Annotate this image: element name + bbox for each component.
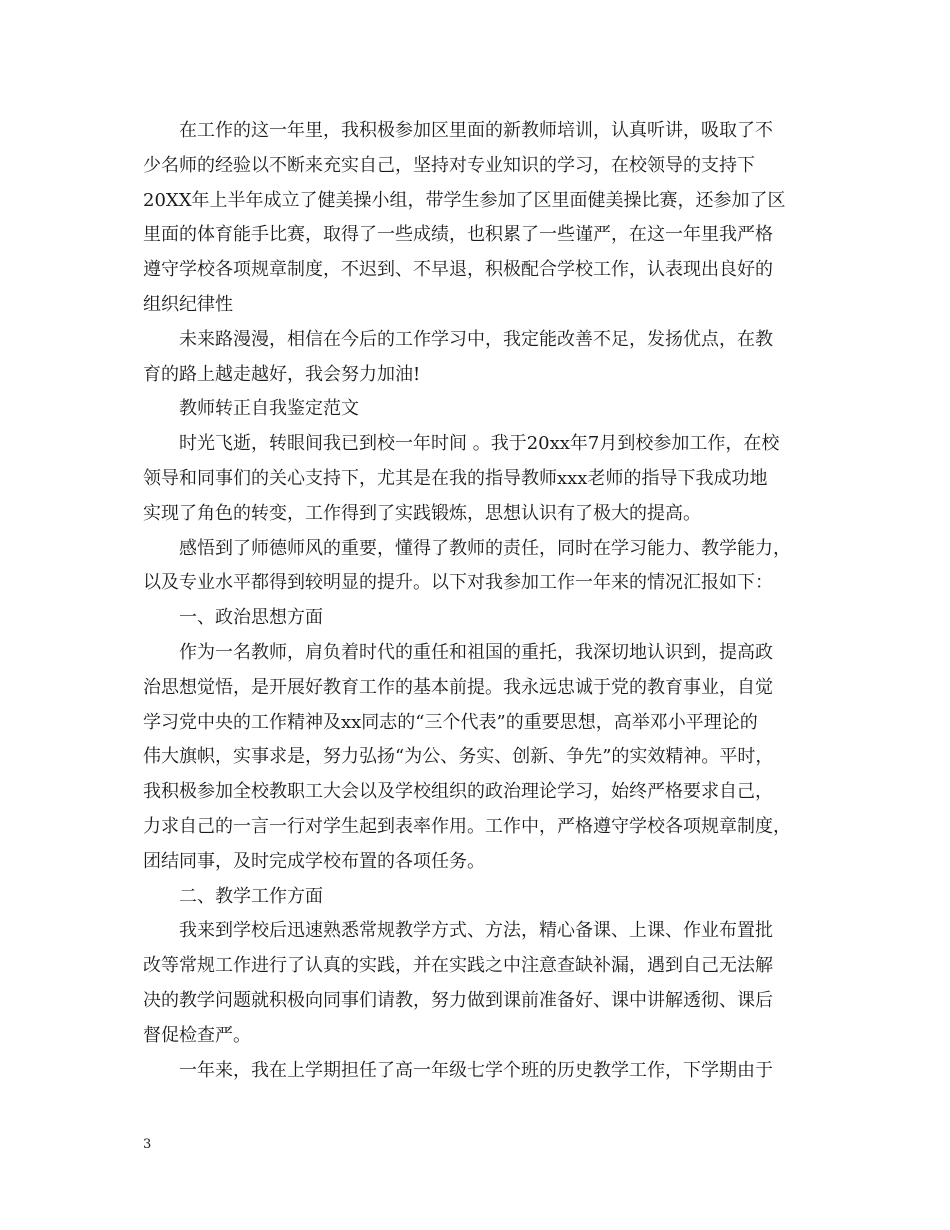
text-line: 治思想觉悟，是开展好教育工作的基本前提。我永远忠诚于党的教育事业，自觉 bbox=[143, 676, 773, 698]
text-line: 一、政治思想方面 bbox=[179, 607, 323, 629]
text-line: 时光飞逝，转眼间我已到校一年时间 。我于20xx年7月到校参加工作，在校 bbox=[179, 433, 780, 455]
text-line: 20XX年上半年成立了健美操小组，带学生参加了区里面健美操比赛，还参加了区 bbox=[143, 189, 786, 211]
text-line: 二、教学工作方面 bbox=[179, 885, 323, 907]
text-line: 学习党中央的工作精神及xx同志的“三个代表”的重要思想，高举邓小平理论的 bbox=[143, 711, 758, 733]
text-line: 感悟到了师德师风的重要，懂得了教师的责任，同时在学习能力、教学能力， bbox=[179, 537, 791, 559]
text-line: 一年来，我在上学期担任了高一年级七学个班的历史教学工作，下学期由于 bbox=[179, 1059, 773, 1081]
text-line: 团结同事，及时完成学校布置的各项任务。 bbox=[143, 850, 485, 872]
text-line: 组织纪律性 bbox=[143, 293, 233, 315]
text-line: 我积极参加全校教职工大会以及学校组织的政治理论学习，始终严格要求自己， bbox=[143, 781, 773, 803]
text-line: 育的路上越走越好，我会努力加油! bbox=[143, 363, 421, 385]
text-line: 力求自己的一言一行对学生起到表率作用。工作中，严格遵守学校各项规章制度， bbox=[143, 815, 791, 837]
text-line: 伟大旗帜，实事求是，努力弘扬“为公、务实、创新、争先”的实效精神。平时， bbox=[143, 746, 774, 768]
text-line: 实现了角色的转变，工作得到了实践锻炼，思想认识有了极大的提高。 bbox=[143, 502, 701, 524]
text-line: 以及专业水平都得到较明显的提升。以下对我参加工作一年来的情况汇报如下： bbox=[143, 572, 773, 594]
text-line: 少名师的经验以不断来充实自己，坚持对专业知识的学习，在校领导的支持下 bbox=[143, 154, 755, 176]
text-line: 在工作的这一年里，我积极参加区里面的新教师培训，认真听讲，吸取了不 bbox=[179, 120, 773, 141]
document-body bbox=[143, 114, 823, 1088]
text-line: 改等常规工作进行了认真的实践，并在实践之中注意查缺补漏，遇到自己无法解 bbox=[143, 955, 773, 977]
page-number: 3 bbox=[143, 1137, 152, 1152]
text-line: 决的教学问题就积极向同事们请教，努力做到课前准备好、课中讲解透彻、课后 bbox=[143, 989, 773, 1011]
text-line: 领导和同事们的关心支持下，尤其是在我的指导教师xxx老师的指导下我成功地 bbox=[143, 467, 768, 489]
text-line: 未来路漫漫，相信在今后的工作学习中，我定能改善不足，发扬优点，在教 bbox=[179, 328, 773, 350]
text-line: 我来到学校后迅速熟悉常规教学方式、方法，精心备课、上课、作业布置批 bbox=[179, 920, 773, 942]
text-line: 作为一名教师，肩负着时代的重任和祖国的重托，我深切地认识到，提高政 bbox=[179, 641, 773, 663]
text-line: 督促检查严。 bbox=[143, 1024, 251, 1046]
text-line: 遵守学校各项规章制度，不迟到、不早退，积极配合学校工作，认表现出良好的 bbox=[143, 259, 773, 281]
text-line: 教师转正自我鉴定范文 bbox=[179, 398, 359, 420]
text-line: 里面的体育能手比赛，取得了一些成绩，也积累了一些谨严，在这一年里我严格 bbox=[143, 224, 773, 246]
